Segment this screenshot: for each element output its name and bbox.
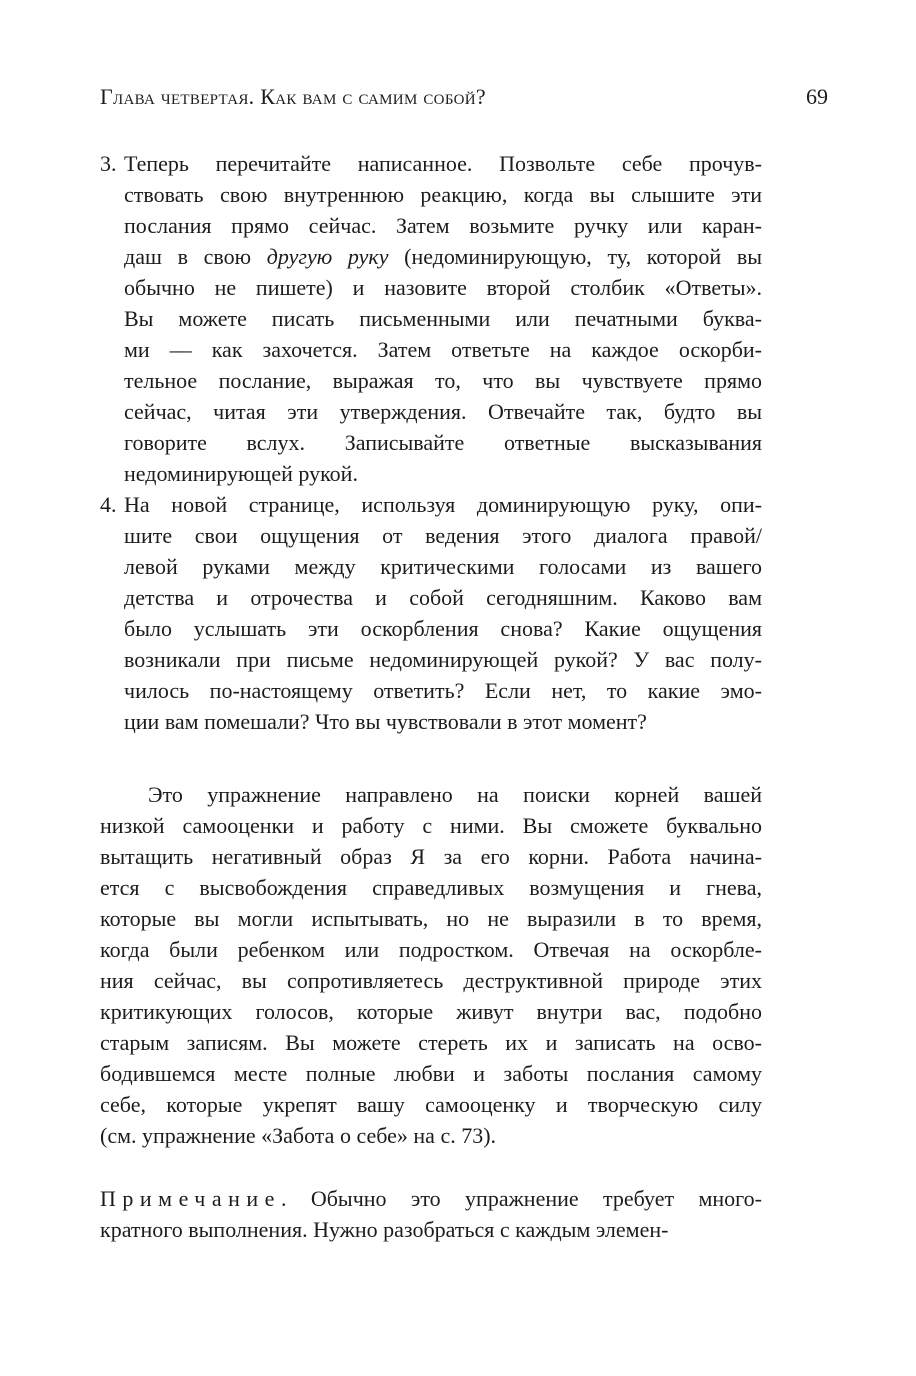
text-line: возникали при письме недоминирующей рукой? У вас полу- [124, 647, 762, 672]
text-line: детства и отрочества и собой сегодняшним. Каково вам [124, 585, 762, 610]
text-line: Теперь перечитайте написанное. Позвольте себе прочув- [124, 151, 762, 176]
text-line [100, 1183, 762, 1214]
text-line: старым записям. Вы можете стереть их и записать на осво- [100, 1030, 762, 1055]
text-line: ствовать свою внутреннюю реакцию, когда вы слышите эти [124, 182, 762, 207]
text-line: недоминирующей рукой. [124, 461, 358, 486]
italic-emphasis: другую руку [266, 244, 389, 269]
text-line: себе, которые укрепят вашу самооценку и творческую силу [100, 1092, 762, 1117]
text-line: которые вы могли испытывать, но не выразили в то время, [100, 906, 762, 931]
text-line: говорите вслух. Записывайте ответные высказывания [124, 430, 762, 455]
text-line: ции вам помешали? Что вы чувствовали в этот момент? [124, 709, 647, 734]
text-line: ется с высвобождения справедливых возмущения и гнева, [100, 875, 762, 900]
text-line [124, 241, 762, 272]
text-line: низкой самооценки и работу с ними. Вы сможете буквально [100, 813, 762, 838]
text-line: послания прямо сейчас. Затем возьмите ручку или каран- [124, 213, 762, 238]
text-line: шите свои ощущения от ведения этого диалога правой/ [124, 523, 762, 548]
body-paragraph [100, 779, 762, 1151]
text-line: тельное послание, выражая то, что вы чувствуете прямо [124, 368, 762, 393]
text-line: На новой странице, используя доминирующую руку, опи- [124, 492, 762, 517]
text-line: бодившемся месте полные любви и заботы послания самому [100, 1061, 762, 1086]
text-line: критикующих голосов, которые живут внутри вас, подобно [100, 999, 762, 1024]
note-label: Примечание [100, 1186, 281, 1211]
text-segment: . Обычно это упражнение требует много- [280, 1186, 762, 1211]
list-item-4 [100, 489, 762, 737]
list-item-3 [100, 148, 762, 489]
text-line: сейчас, читая эти утверждения. Отвечайте так, будто вы [124, 399, 762, 424]
text-segment: (недоминирующую, ту, которой вы [388, 244, 762, 269]
text-line: кратного выполнения. Нужно разобраться с каждым элемен- [100, 1217, 669, 1242]
text-line: обычно не пишете) и назовите второй столбик «Ответы». [124, 275, 762, 300]
text-line: (см. упражнение «Забота о себе» на с. 73). [100, 1123, 497, 1148]
text-line: вытащить негативный образ Я за его корни. Работа начина- [100, 844, 762, 869]
running-header [100, 84, 828, 114]
note-paragraph [100, 1183, 762, 1245]
text-line: левой руками между критическими голосами из вашего [124, 554, 762, 579]
text-line: ния сейчас, вы сопротивляетесь деструктивной природе этих [100, 968, 762, 993]
text-segment: даш в свою [124, 244, 267, 269]
list-number: 3. [100, 151, 117, 176]
text-line: ми — как захочется. Затем ответьте на каждое оскорби- [124, 337, 762, 362]
text-line: когда были ребенком или подростком. Отвечая на оскорбле- [100, 937, 762, 962]
chapter-title: Глава четвертая. Как вам с самим собой? [100, 84, 486, 109]
page-number: 69 [806, 84, 828, 109]
text-line: Это упражнение направлено на поиски корней вашей [148, 782, 762, 807]
text-line: было услышать эти оскорбления снова? Какие ощущения [124, 616, 762, 641]
text-line: чилось по-настоящему ответить? Если нет, то какие эмо- [124, 678, 762, 703]
list-number: 4. [100, 492, 117, 517]
text-line: Вы можете писать письменными или печатными буква- [124, 306, 762, 331]
